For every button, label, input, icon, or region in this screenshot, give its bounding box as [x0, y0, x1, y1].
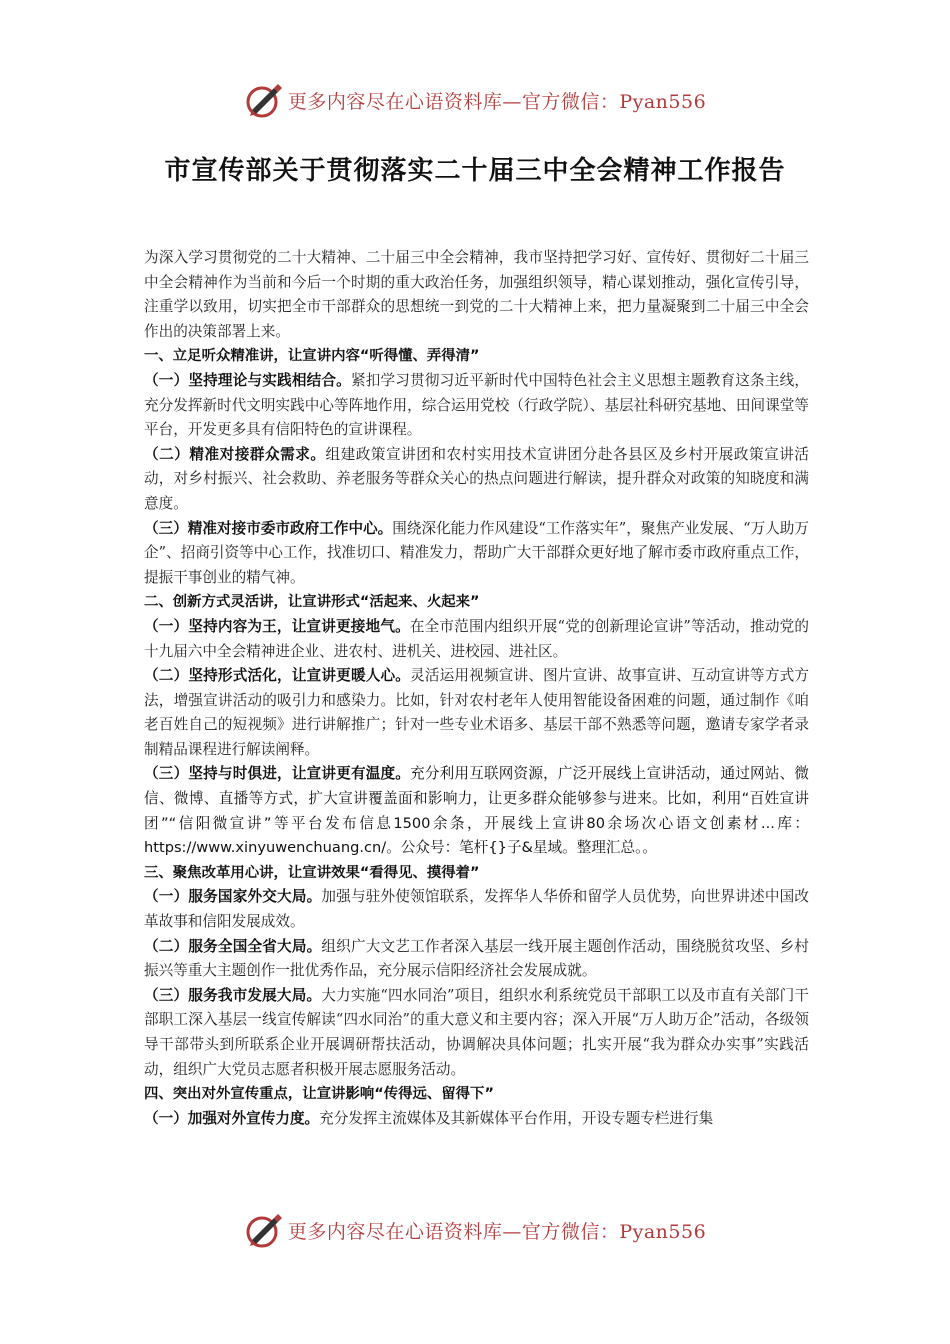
item-lead: （二）精准对接群众需求。: [144, 445, 326, 463]
item-lead: （一）坚持理论与实践相结合。: [144, 371, 351, 389]
list-item: [144, 517, 809, 591]
writing-pen-logo-icon: [244, 1210, 284, 1250]
section-heading: 三、聚焦改革用心讲，让宣讲效果“看得见、摸得着”: [144, 864, 480, 881]
item-text: 在全市范围内组织开展“党的创新理论宣讲”等活动，推动党的十九届六中全会精神进企业、进农村、进机关、进校园、进社区。: [144, 617, 809, 660]
item-lead: （一）坚持内容为王，让宣讲更接地气。: [144, 617, 410, 635]
list-item: [144, 1107, 809, 1132]
item-text: 充分发挥主流媒体及其新媒体平台作用，开设专题专栏进行集: [319, 1109, 714, 1127]
banner-text: 更多内容尽在心语资料库—官方微信：Pyan556: [287, 90, 707, 113]
item-text: 大力实施“四水同治”项目，组织水利系统党员干部职工以及市直有关部门干部职工深入基层一线宣传解读“四水同治”的重大意义和主要内容；深入开展“万人助万企”活动，各级领导干部带头到所联系企业开展调研帮扶活动，协调解决具体问题；扎实开展“我为群众办实事”实践活动，组织广大党员志愿者积极开展志愿服务活动。: [144, 986, 809, 1078]
page-title: 市宣传部关于贯彻落实二十届三中全会精神工作报告: [164, 156, 786, 186]
list-item: [144, 984, 809, 1082]
list-item: [144, 935, 809, 984]
list-item: [144, 885, 809, 934]
section-heading: 四、突出对外宣传重点，让宣讲影响“传得远、留得下”: [144, 1086, 494, 1103]
section-heading: 二、创新方式灵活讲，让宣讲形式“活起来、火起来”: [144, 594, 480, 611]
banner-text: 更多内容尽在心语资料库—官方微信：Pyan556: [287, 1220, 707, 1243]
item-lead: （一）服务国家外交大局。: [144, 888, 322, 906]
item-text: 灵活运用视频宣讲、图片宣讲、故事宣讲、互动宣讲等方式方法，增强宣讲活动的吸引力和感染力。比如，针对农村老年人使用智能设备困难的问题，通过制作《咱老百姓自己的短视频》进行讲解推广；针对一些专业术语多、基层干部不熟悉等问题，邀请专家学者录制精品课程进行解读阐释。: [144, 667, 809, 758]
item-text: 充分利用互联网资源，广泛开展线上宣讲活动，通过网站、微信、微博、直播等方式，扩大宣讲覆盖面和影响力，让更多群众能够参与进来。比如，利用“百姓宣讲团”“信阳微宣讲”等平台发布信息1500余条，开展线上宣讲80余场次心语文创素材...库：https://www.xinyuwenchuang.cn/。公众号：笔杆{}子&星域。整理汇总。。: [144, 765, 809, 857]
document-body: [144, 246, 809, 1131]
header-banner: [0, 80, 950, 120]
item-lead: （三）精准对接市委市政府工作中心。: [144, 519, 393, 537]
list-item: [144, 762, 809, 860]
item-lead: （三）服务我市发展大局。: [144, 986, 322, 1004]
item-lead: （二）服务全国全省大局。: [144, 937, 322, 955]
list-item: [144, 664, 809, 762]
footer-banner: [0, 1210, 950, 1250]
section-heading: 一、立足听众精准讲，让宣讲内容“听得懂、弄得清”: [144, 348, 480, 365]
writing-pen-logo-icon: [244, 80, 284, 120]
item-text: 组建政策宣讲团和农村实用技术宣讲团分赴各县区及乡村开展政策宣讲活动，对乡村振兴、社会救助、养老服务等群众关心的热点问题进行解读，提升群众对政策的知晓度和满意度。: [144, 445, 809, 512]
item-text: 紧扣学习贯彻习近平新时代中国特色社会主义思想主题教育这条主线，充分发挥新时代文明实践中心等阵地作用，综合运用党校（行政学院）、基层社科研究基地、田间课堂等平台，开发更多具有信阳特色的宣讲课程。: [144, 371, 809, 439]
item-text: 组织广大文艺工作者深入基层一线开展主题创作活动，围绕脱贫攻坚、乡村振兴等重大主题创作一批优秀作品，充分展示信阳经济社会发展成就。: [144, 937, 809, 980]
item-lead: （三）坚持与时俱进，让宣讲更有温度。: [144, 765, 411, 783]
intro-paragraph: 为深入学习贯彻党的二十大精神、二十届三中全会精神，我市坚持把学习好、宣传好、贯彻好二十届三中全会精神作为当前和今后一个时期的重大政治任务，加强组织领导，精心谋划推动，强化宣传引导，注重学以致用，切实把全市干部群众的思想统一到党的二十大精神上来，把力量凝聚到二十届三中全会作出的决策部署上来。: [144, 249, 809, 340]
item-text: 围绕深化能力作风建设“工作落实年”，聚焦产业发展、“万人助万企”、招商引资等中心工作，找准切口、精准发力，帮助广大干部群众更好地了解市委市政府重点工作，提振干事创业的精气神。: [144, 519, 809, 586]
list-item: [144, 443, 809, 517]
item-text: 加强与驻外使领馆联系，发挥华人华侨和留学人员优势，向世界讲述中国改革故事和信阳发展成效。: [144, 888, 809, 931]
list-item: [144, 615, 809, 664]
list-item: [144, 369, 809, 443]
item-lead: （一）加强对外宣传力度。: [144, 1109, 320, 1127]
item-lead: （二）坚持形式活化，让宣讲更暖人心。: [144, 667, 411, 685]
